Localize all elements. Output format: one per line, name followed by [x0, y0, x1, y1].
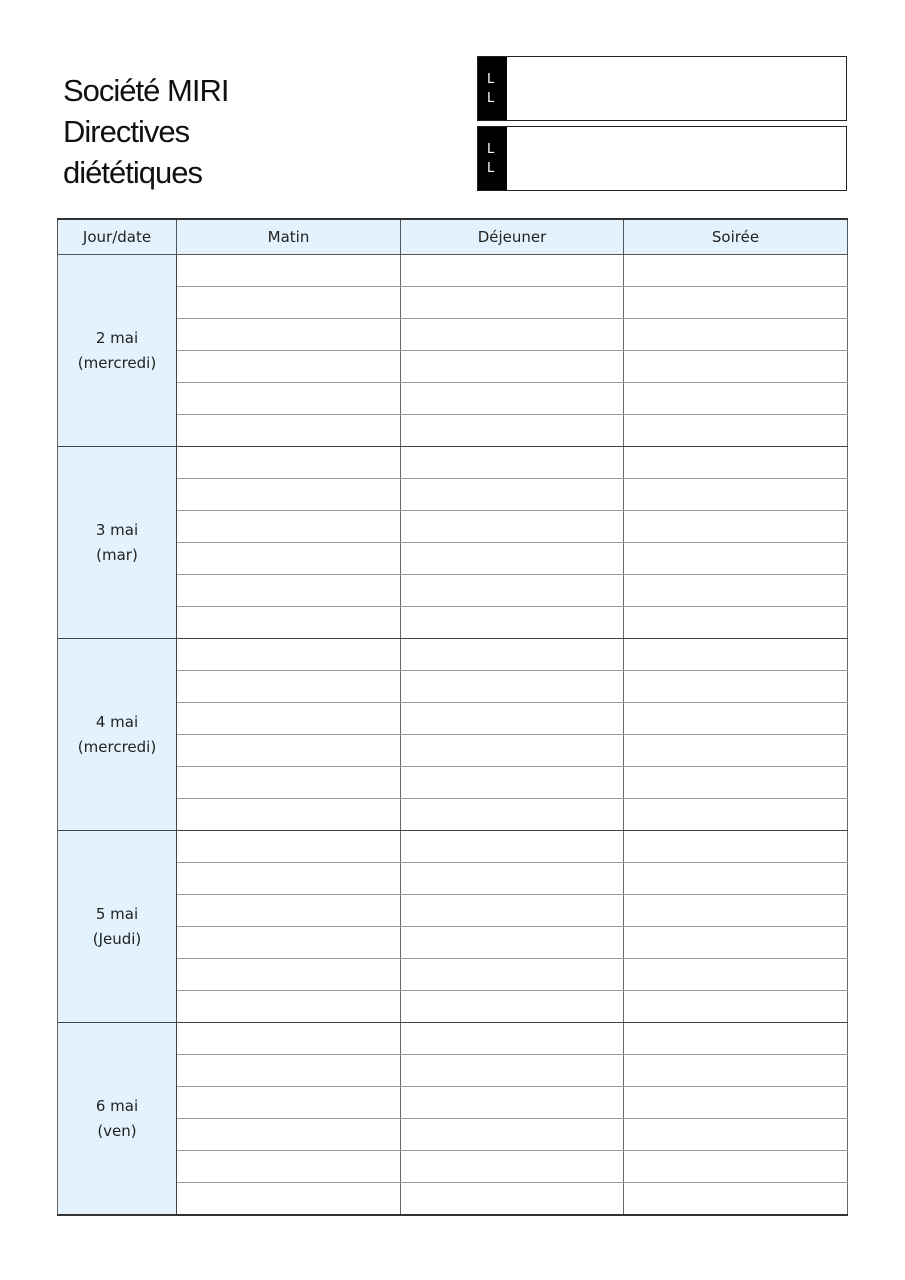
lunch-entry-cell[interactable] [401, 319, 624, 351]
evening-entry-cell[interactable] [624, 543, 848, 575]
table-row [58, 351, 848, 383]
signature-tab-label: L [487, 72, 495, 87]
evening-entry-cell[interactable] [624, 1151, 848, 1183]
table-row [58, 831, 848, 863]
evening-entry-cell[interactable] [624, 1087, 848, 1119]
evening-entry-cell[interactable] [624, 607, 848, 639]
lunch-entry-cell[interactable] [401, 1183, 624, 1216]
lunch-entry-cell[interactable] [401, 895, 624, 927]
table-row [58, 319, 848, 351]
lunch-entry-cell[interactable] [401, 383, 624, 415]
evening-entry-cell[interactable] [624, 1055, 848, 1087]
morning-entry-cell[interactable] [177, 1055, 401, 1087]
lunch-entry-cell[interactable] [401, 671, 624, 703]
morning-entry-cell[interactable] [177, 1119, 401, 1151]
evening-entry-cell[interactable] [624, 703, 848, 735]
table-row [58, 1055, 848, 1087]
evening-entry-cell[interactable] [624, 415, 848, 447]
evening-entry-cell[interactable] [624, 479, 848, 511]
morning-entry-cell[interactable] [177, 607, 401, 639]
lunch-entry-cell[interactable] [401, 959, 624, 991]
day-label-cell [58, 1023, 177, 1216]
lunch-entry-cell[interactable] [401, 735, 624, 767]
morning-entry-cell[interactable] [177, 1023, 401, 1055]
table-row [58, 575, 848, 607]
table-row [58, 447, 848, 479]
evening-entry-cell[interactable] [624, 1183, 848, 1216]
lunch-entry-cell[interactable] [401, 639, 624, 671]
lunch-entry-cell[interactable] [401, 831, 624, 863]
meal-plan-table [57, 218, 848, 1216]
lunch-entry-cell[interactable] [401, 1055, 624, 1087]
table-row [58, 479, 848, 511]
morning-entry-cell[interactable] [177, 671, 401, 703]
table-row [58, 895, 848, 927]
lunch-entry-cell[interactable] [401, 767, 624, 799]
meal-plan-body [58, 255, 848, 1216]
evening-entry-cell[interactable] [624, 287, 848, 319]
table-row [58, 1151, 848, 1183]
evening-entry-cell[interactable] [624, 959, 848, 991]
signature-tab-label: L [487, 161, 495, 176]
table-row [58, 383, 848, 415]
table-row [58, 255, 848, 287]
morning-entry-cell[interactable] [177, 351, 401, 383]
lunch-entry-cell[interactable] [401, 991, 624, 1023]
day-weekday: (mar) [96, 545, 138, 564]
signature-tab-2 [478, 127, 507, 190]
morning-entry-cell[interactable] [177, 959, 401, 991]
evening-entry-cell[interactable] [624, 319, 848, 351]
header-morning: Matin [177, 219, 401, 255]
header-lunch: Déjeuner [401, 219, 624, 255]
morning-entry-cell[interactable] [177, 991, 401, 1023]
morning-entry-cell[interactable] [177, 255, 401, 287]
morning-entry-cell[interactable] [177, 735, 401, 767]
evening-entry-cell[interactable] [624, 351, 848, 383]
day-weekday: (Jeudi) [92, 929, 142, 948]
table-row [58, 1119, 848, 1151]
morning-entry-cell[interactable] [177, 447, 401, 479]
evening-entry-cell[interactable] [624, 831, 848, 863]
lunch-entry-cell[interactable] [401, 703, 624, 735]
evening-entry-cell[interactable] [624, 511, 848, 543]
header-row [58, 219, 848, 255]
day-label-cell [58, 831, 177, 1023]
evening-entry-cell[interactable] [624, 927, 848, 959]
morning-entry-cell[interactable] [177, 927, 401, 959]
morning-entry-cell[interactable] [177, 767, 401, 799]
table-row [58, 799, 848, 831]
evening-entry-cell[interactable] [624, 1023, 848, 1055]
table-row [58, 607, 848, 639]
table-row [58, 543, 848, 575]
title-line-dietetic: diététiques [63, 155, 202, 190]
day-date: 3 mai [95, 520, 139, 539]
title-line-company: Société MIRI [63, 73, 229, 108]
morning-entry-cell[interactable] [177, 895, 401, 927]
signature-tab-1 [478, 57, 507, 120]
morning-entry-cell[interactable] [177, 639, 401, 671]
table-row [58, 671, 848, 703]
evening-entry-cell[interactable] [624, 383, 848, 415]
lunch-entry-cell[interactable] [401, 1087, 624, 1119]
table-row [58, 927, 848, 959]
evening-entry-cell[interactable] [624, 255, 848, 287]
lunch-entry-cell[interactable] [401, 543, 624, 575]
table-row [58, 735, 848, 767]
table-row [58, 767, 848, 799]
lunch-entry-cell[interactable] [401, 447, 624, 479]
morning-entry-cell[interactable] [177, 479, 401, 511]
lunch-entry-cell[interactable] [401, 415, 624, 447]
lunch-entry-cell[interactable] [401, 799, 624, 831]
signature-box-1 [477, 56, 847, 121]
lunch-entry-cell[interactable] [401, 607, 624, 639]
evening-entry-cell[interactable] [624, 863, 848, 895]
morning-entry-cell[interactable] [177, 415, 401, 447]
day-date: 2 mai [95, 328, 139, 347]
lunch-entry-cell[interactable] [401, 927, 624, 959]
signature-tab-label: L [487, 142, 495, 157]
table-row [58, 959, 848, 991]
lunch-entry-cell[interactable] [401, 1151, 624, 1183]
morning-entry-cell[interactable] [177, 863, 401, 895]
morning-entry-cell[interactable] [177, 1183, 401, 1216]
lunch-entry-cell[interactable] [401, 1119, 624, 1151]
day-label-cell [58, 639, 177, 831]
day-weekday: (ven) [97, 1121, 137, 1140]
morning-entry-cell[interactable] [177, 511, 401, 543]
lunch-entry-cell[interactable] [401, 511, 624, 543]
table-row [58, 639, 848, 671]
table-row [58, 1183, 848, 1216]
day-weekday: (mercredi) [77, 737, 157, 756]
signature-tab-label: L [487, 91, 495, 106]
morning-entry-cell[interactable] [177, 1151, 401, 1183]
lunch-entry-cell[interactable] [401, 351, 624, 383]
morning-entry-cell[interactable] [177, 831, 401, 863]
evening-entry-cell[interactable] [624, 735, 848, 767]
lunch-entry-cell[interactable] [401, 479, 624, 511]
table-row [58, 1023, 848, 1055]
day-date: 6 mai [95, 1096, 139, 1115]
morning-entry-cell[interactable] [177, 287, 401, 319]
day-label-cell [58, 255, 177, 447]
evening-entry-cell[interactable] [624, 767, 848, 799]
evening-entry-cell[interactable] [624, 991, 848, 1023]
title-line-directives: Directives [63, 114, 190, 149]
lunch-entry-cell[interactable] [401, 575, 624, 607]
morning-entry-cell[interactable] [177, 799, 401, 831]
day-date: 5 mai [95, 904, 139, 923]
table-row [58, 287, 848, 319]
evening-entry-cell[interactable] [624, 575, 848, 607]
signature-field-1[interactable] [507, 57, 846, 120]
signature-box-2 [477, 126, 847, 191]
evening-entry-cell[interactable] [624, 447, 848, 479]
morning-entry-cell[interactable] [177, 383, 401, 415]
header-day: Jour/date [58, 219, 177, 255]
day-label-cell [58, 447, 177, 639]
lunch-entry-cell[interactable] [401, 255, 624, 287]
morning-entry-cell[interactable] [177, 543, 401, 575]
morning-entry-cell[interactable] [177, 575, 401, 607]
table-row [58, 703, 848, 735]
morning-entry-cell[interactable] [177, 703, 401, 735]
evening-entry-cell[interactable] [624, 799, 848, 831]
morning-entry-cell[interactable] [177, 319, 401, 351]
document-title [63, 70, 228, 193]
header-evening: Soirée [624, 219, 848, 255]
morning-entry-cell[interactable] [177, 1087, 401, 1119]
lunch-entry-cell[interactable] [401, 1023, 624, 1055]
table-row [58, 1087, 848, 1119]
table-row [58, 991, 848, 1023]
evening-entry-cell[interactable] [624, 671, 848, 703]
lunch-entry-cell[interactable] [401, 863, 624, 895]
day-date: 4 mai [95, 712, 139, 731]
evening-entry-cell[interactable] [624, 895, 848, 927]
lunch-entry-cell[interactable] [401, 287, 624, 319]
evening-entry-cell[interactable] [624, 1119, 848, 1151]
table-row [58, 863, 848, 895]
day-weekday: (mercredi) [77, 353, 157, 372]
table-row [58, 415, 848, 447]
table-row [58, 511, 848, 543]
evening-entry-cell[interactable] [624, 639, 848, 671]
signature-field-2[interactable] [507, 127, 846, 190]
